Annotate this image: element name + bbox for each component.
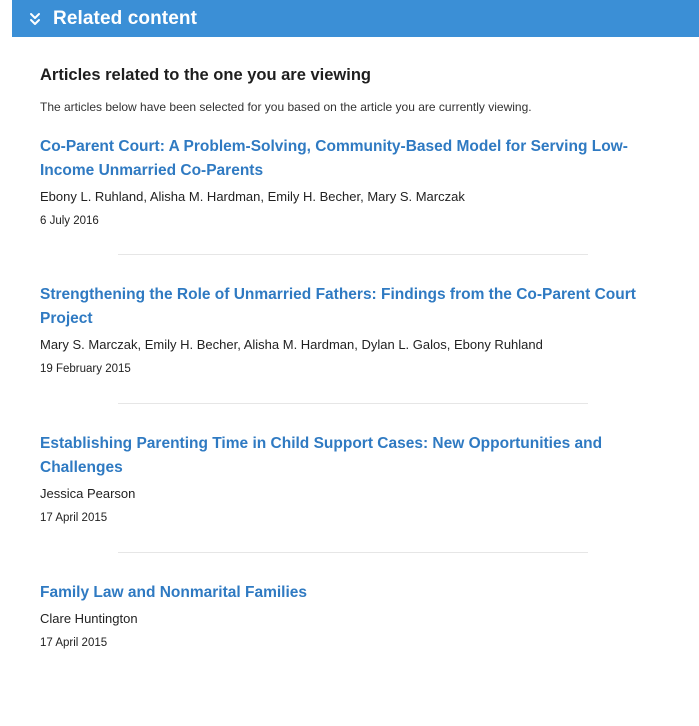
article-date: 6 July 2016 bbox=[40, 215, 99, 227]
article-title-link[interactable]: Co-Parent Court: A Problem-Solving, Community-Based Model for Serving Low-Income Unmarried Co-Parents bbox=[40, 138, 628, 179]
divider bbox=[118, 403, 588, 404]
divider bbox=[118, 552, 588, 553]
article-item bbox=[40, 135, 680, 230]
article-date: 19 February 2015 bbox=[40, 363, 131, 375]
section-intro: The articles below have been selected for you based on the article you are currently viewing. bbox=[40, 100, 532, 114]
article-item bbox=[40, 581, 680, 652]
article-authors: Mary S. Marczak, Emily H. Becher, Alisha M. Hardman, Dylan L. Galos, Ebony Ruhland bbox=[40, 337, 543, 352]
article-date: 17 April 2015 bbox=[40, 512, 108, 524]
section-heading: Articles related to the one you are viewing bbox=[40, 66, 372, 84]
panel-title: Related content bbox=[53, 7, 198, 29]
article-title-link[interactable]: Strengthening the Role of Unmarried Fathers: Findings from the Co-Parent Court Project bbox=[40, 286, 636, 327]
article-authors: Clare Huntington bbox=[40, 611, 138, 626]
article-title-link[interactable]: Family Law and Nonmarital Families bbox=[40, 584, 308, 601]
related-articles-content bbox=[40, 62, 680, 652]
article-authors: Jessica Pearson bbox=[40, 486, 136, 501]
article-authors: Ebony L. Ruhland, Alisha M. Hardman, Emily H. Becher, Mary S. Marczak bbox=[40, 189, 465, 204]
article-item bbox=[40, 283, 680, 378]
double-chevron-down-icon bbox=[29, 12, 41, 26]
article-item bbox=[40, 432, 680, 527]
related-content-toggle[interactable] bbox=[12, 0, 699, 37]
divider bbox=[118, 254, 588, 255]
article-date: 17 April 2015 bbox=[40, 637, 108, 649]
article-title-link[interactable]: Establishing Parenting Time in Child Support Cases: New Opportunities and Challenges bbox=[40, 435, 603, 476]
